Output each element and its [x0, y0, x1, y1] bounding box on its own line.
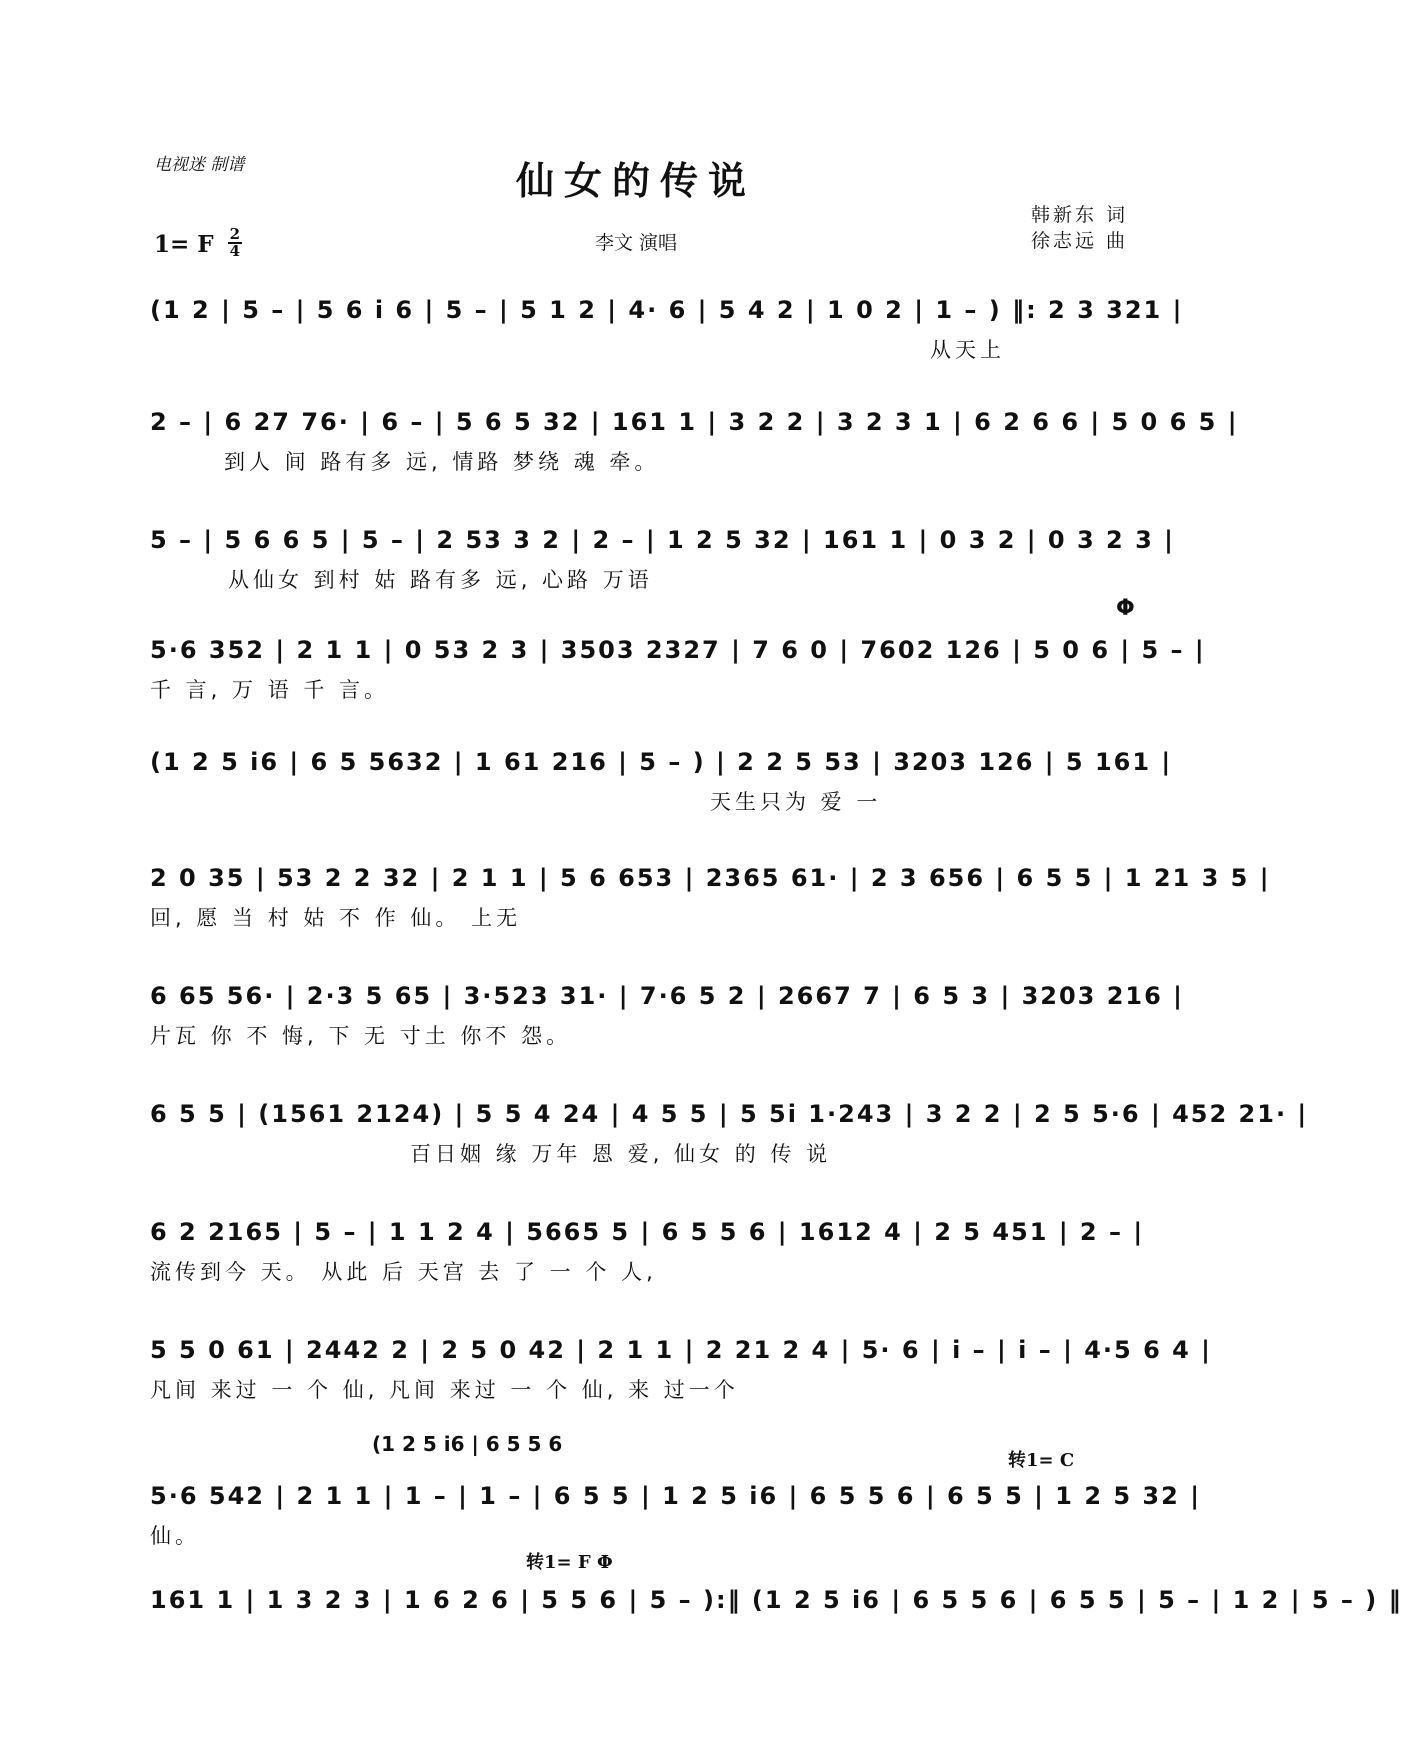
key-label: 1= F	[154, 231, 214, 258]
modulation-f-label: 转1= F	[526, 1552, 591, 1573]
notes-line: (1 2 | 5 – | 5 6 i 6 | 5 – | 5 1 2 | 4· 6 | 5 4 2 | 1 0 2 | 1 – ) ‖: 2 3 321 |	[150, 296, 1184, 324]
notes-line: 5·6 542 | 2 1 1 | 1 – | 1 – | 6 5 5 | 1 2 5 i6 | 6 5 5 6 | 6 5 5 | 1 2 5 32 |	[150, 1482, 1201, 1510]
composer: 徐志远 曲	[1030, 230, 1128, 252]
notes-line: 5·6 352 | 2 1 1 | 0 53 2 3 | 3503 2327 | 7 6 0 | 7602 126 | 5 0 6 | 5 – |	[150, 636, 1206, 664]
lyrics-line: 回, 愿 当 村 姑 不 作 仙。 上无	[150, 906, 522, 930]
notes-line: 5 5 0 61 | 2442 2 | 2 5 0 42 | 2 1 1 | 2 21 2 4 | 5· 6 | i – | i – | 4·5 6 4 |	[150, 1336, 1212, 1364]
arranger-credit: 电视迷 制谱	[154, 155, 245, 175]
time-signature	[228, 227, 242, 259]
modulation-f	[526, 1548, 613, 1574]
notes-line: 5 – | 5 6 6 5 | 5 – | 2 53 3 2 | 2 – | 1 2 5 32 | 161 1 | 0 3 2 | 0 3 2 3 |	[150, 526, 1175, 554]
lyrics-line: 到人 间 路有多 远, 情路 梦绕 魂 牵。	[224, 450, 660, 474]
lyrics-line: 凡间 来过 一 个 仙, 凡间 来过 一 个 仙, 来 过一个	[150, 1378, 739, 1402]
alternate-ending: (1 2 5 i6 | 6 5 5 6	[372, 1432, 563, 1456]
coda-icon: Φ	[1116, 596, 1135, 621]
key-signature	[154, 225, 242, 262]
lyrics-line: 流传到今 天。 从此 后 天宫 去 了 一 个 人,	[150, 1260, 657, 1284]
notes-line: 6 2 2165 | 5 – | 1 1 2 4 | 5665 5 | 6 5 5 6 | 1612 4 | 2 5 451 | 2 – |	[150, 1218, 1145, 1246]
notes-line: 6 65 56· | 2·3 5 65 | 3·523 31· | 7·6 5 2 | 2667 7 | 6 5 3 | 3203 216 |	[150, 982, 1184, 1010]
notes-line: 2 – | 6 27 76· | 6 – | 5 6 5 32 | 161 1 | 3 2 2 | 3 2 3 1 | 6 2 6 6 | 5 0 6 5 |	[150, 408, 1239, 436]
lyrics-line: 仙。	[150, 1524, 200, 1548]
lyrics-line: 片瓦 你 不 悔, 下 无 寸土 你不 怨。	[150, 1024, 572, 1048]
song-title: 仙女的传说	[515, 158, 756, 203]
coda-icon: Φ	[596, 1552, 613, 1573]
notes-line: 6 5 5 | (1561 2124) | 5 5 4 24 | 4 5 5 | 5 5i 1·243 | 3 2 2 | 2 5 5·6 | 452 21· |	[150, 1100, 1309, 1128]
notes-line: 161 1 | 1 3 2 3 | 1 6 2 6 | 5 5 6 | 5 – ):‖ (1 2 5 i6 | 6 5 5 6 | 6 5 5 | 5 – | 1 2 | 5 – ) ‖	[150, 1586, 1403, 1614]
performer: 李文 演唱	[594, 232, 678, 254]
lyrics-line: 千 言, 万 语 千 言。	[150, 678, 390, 702]
lyricist: 韩新东 词	[1030, 204, 1128, 226]
lyrics-line: 从仙女 到村 姑 路有多 远, 心路 万语	[228, 568, 653, 592]
lyrics-line: 从天上	[930, 338, 1005, 362]
modulation-c: 转1= C	[1008, 1450, 1075, 1471]
lyrics-line: 百日姻 缘 万年 恩 爱, 仙女 的 传 说	[410, 1142, 832, 1166]
time-numerator: 2	[229, 225, 241, 243]
time-denominator: 4	[229, 242, 241, 260]
notes-line: (1 2 5 i6 | 6 5 5632 | 1 61 216 | 5 – ) | 2 2 5 53 | 3203 126 | 5 161 |	[150, 748, 1173, 776]
lyrics-line: 天生只为 爱 一	[710, 790, 882, 814]
notes-line: 2 0 35 | 53 2 2 32 | 2 1 1 | 5 6 653 | 2365 61· | 2 3 656 | 6 5 5 | 1 21 3 5 |	[150, 864, 1271, 892]
